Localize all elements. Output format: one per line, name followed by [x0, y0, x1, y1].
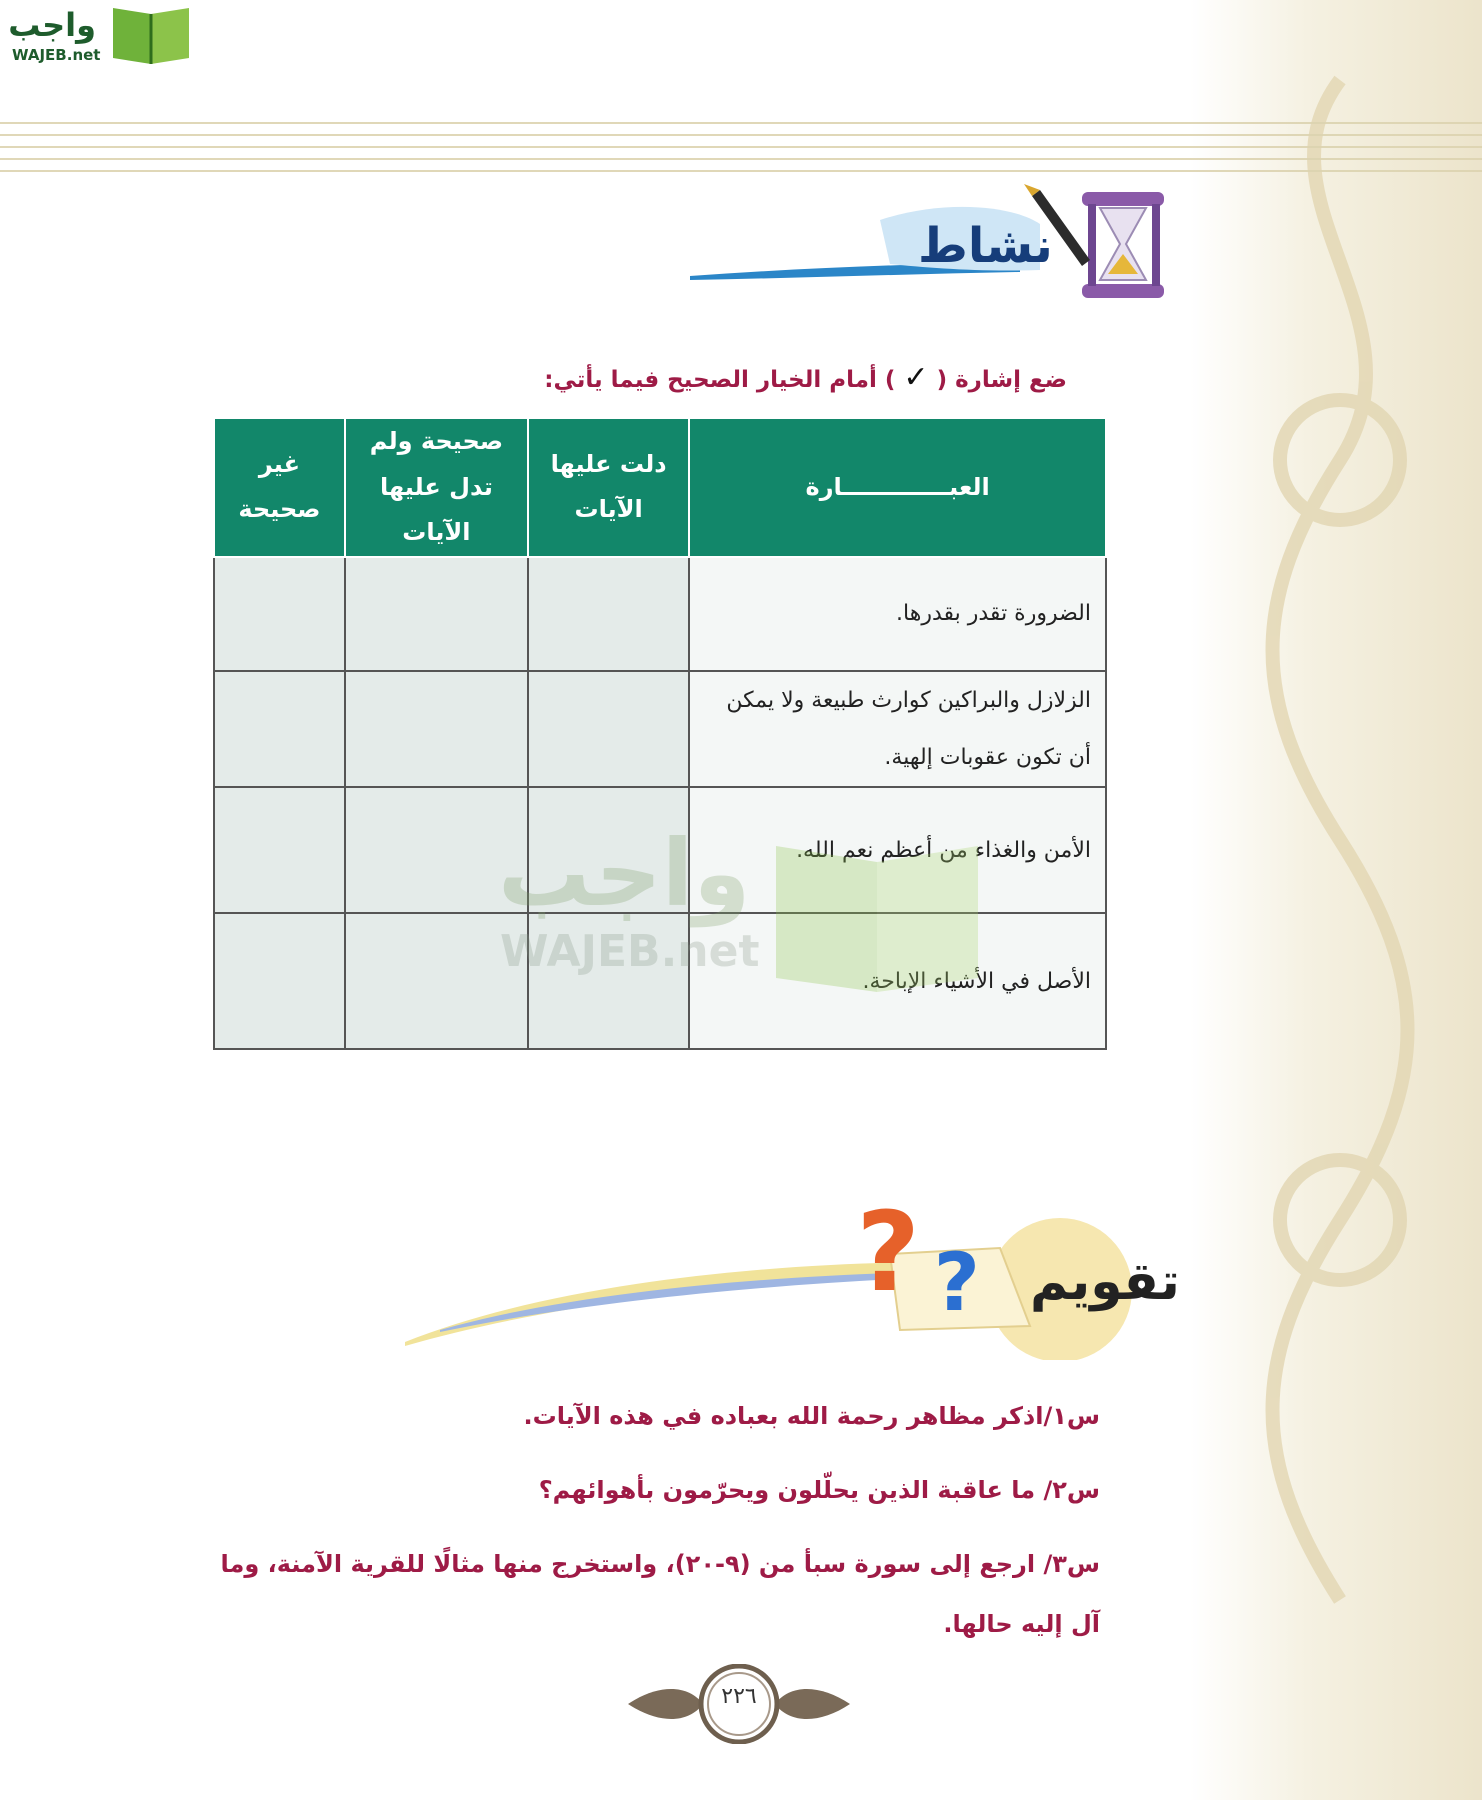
header-rule-lines: [0, 112, 1482, 176]
statement-cell: الأصل في الأشياء الإباحة.: [689, 913, 1106, 1049]
incorrect-checkbox-cell[interactable]: [214, 671, 345, 787]
header-correct-unproven: صحيحة ولم تدل عليها الآيات: [345, 418, 528, 557]
proven-checkbox-cell[interactable]: [528, 557, 689, 671]
checkmark-icon: ✓: [903, 360, 929, 395]
proven-checkbox-cell[interactable]: [528, 671, 689, 787]
evaluation-questions: [220, 1386, 1100, 1668]
table-row: [214, 913, 1106, 1049]
logo-english-text: WAJEB.net: [12, 46, 101, 64]
watermark-english-text: WAJEB.net: [500, 926, 760, 977]
header-proven: دلت عليها الآيات: [528, 418, 689, 557]
book-icon: [108, 6, 194, 66]
page-number: ٢٢٦: [721, 1684, 757, 1709]
table-header-row: [214, 418, 1106, 557]
table-row: [214, 787, 1106, 913]
proven-checkbox-cell[interactable]: [528, 913, 689, 1049]
header-incorrect: غير صحيحة: [214, 418, 345, 557]
question-3: س٣/ ارجع إلى سورة سبأ من (٩-٢٠)، واستخرج منها مثالًا للقرية الآمنة، وما آل إليه حالها.: [220, 1550, 1100, 1638]
table-row: [214, 557, 1106, 671]
statement-cell: الضرورة تقدر بقدرها.: [689, 557, 1106, 671]
incorrect-checkbox-cell[interactable]: [214, 557, 345, 671]
activity-table: [213, 417, 1107, 1050]
page-number-ornament: [628, 1664, 850, 1744]
statement-cell: الأمن والغذاء من أعظم نعم الله.: [689, 787, 1106, 913]
evaluation-title: تقويم: [1030, 1252, 1180, 1312]
correct-unproven-checkbox-cell[interactable]: [345, 557, 528, 671]
instruction-text-end: ) أمام الخيار الصحيح فيما يأتي:: [544, 367, 896, 393]
svg-text:?: ?: [933, 1236, 980, 1329]
instruction-text-start: ضع إشارة (: [936, 367, 1067, 393]
question-2: س٢/ ما عاقبة الذين يحلّلون ويحرّمون بأهوائهم؟: [538, 1476, 1100, 1504]
svg-text:?: ?: [856, 1188, 920, 1316]
correct-unproven-checkbox-cell[interactable]: [345, 787, 528, 913]
activity-title: نشاط: [918, 218, 1053, 274]
watermark-arabic-text: واجب: [498, 820, 751, 927]
logo-arabic-text: واجب: [8, 6, 96, 44]
header-statement: العبـــــــــــــارة: [689, 418, 1106, 557]
incorrect-checkbox-cell[interactable]: [214, 913, 345, 1049]
hourglass-icon: [1082, 192, 1164, 298]
correct-unproven-checkbox-cell[interactable]: [345, 913, 528, 1049]
question-marks-icon: [856, 1188, 980, 1329]
correct-unproven-checkbox-cell[interactable]: [345, 671, 528, 787]
statement-cell: الزلازل والبراكين كوارث طبيعة ولا يمكن أن تكون عقوبات إلهية.: [689, 671, 1106, 787]
incorrect-checkbox-cell[interactable]: [214, 787, 345, 913]
table-row: [214, 671, 1106, 787]
wajeb-logo[interactable]: [8, 6, 198, 68]
question-1: س١/اذكر مظاهر رحمة الله بعباده في هذه الآيات.: [523, 1402, 1100, 1430]
activity-instruction: [544, 360, 1067, 395]
proven-checkbox-cell[interactable]: [528, 787, 689, 913]
decorative-border-right: [1190, 0, 1482, 1800]
